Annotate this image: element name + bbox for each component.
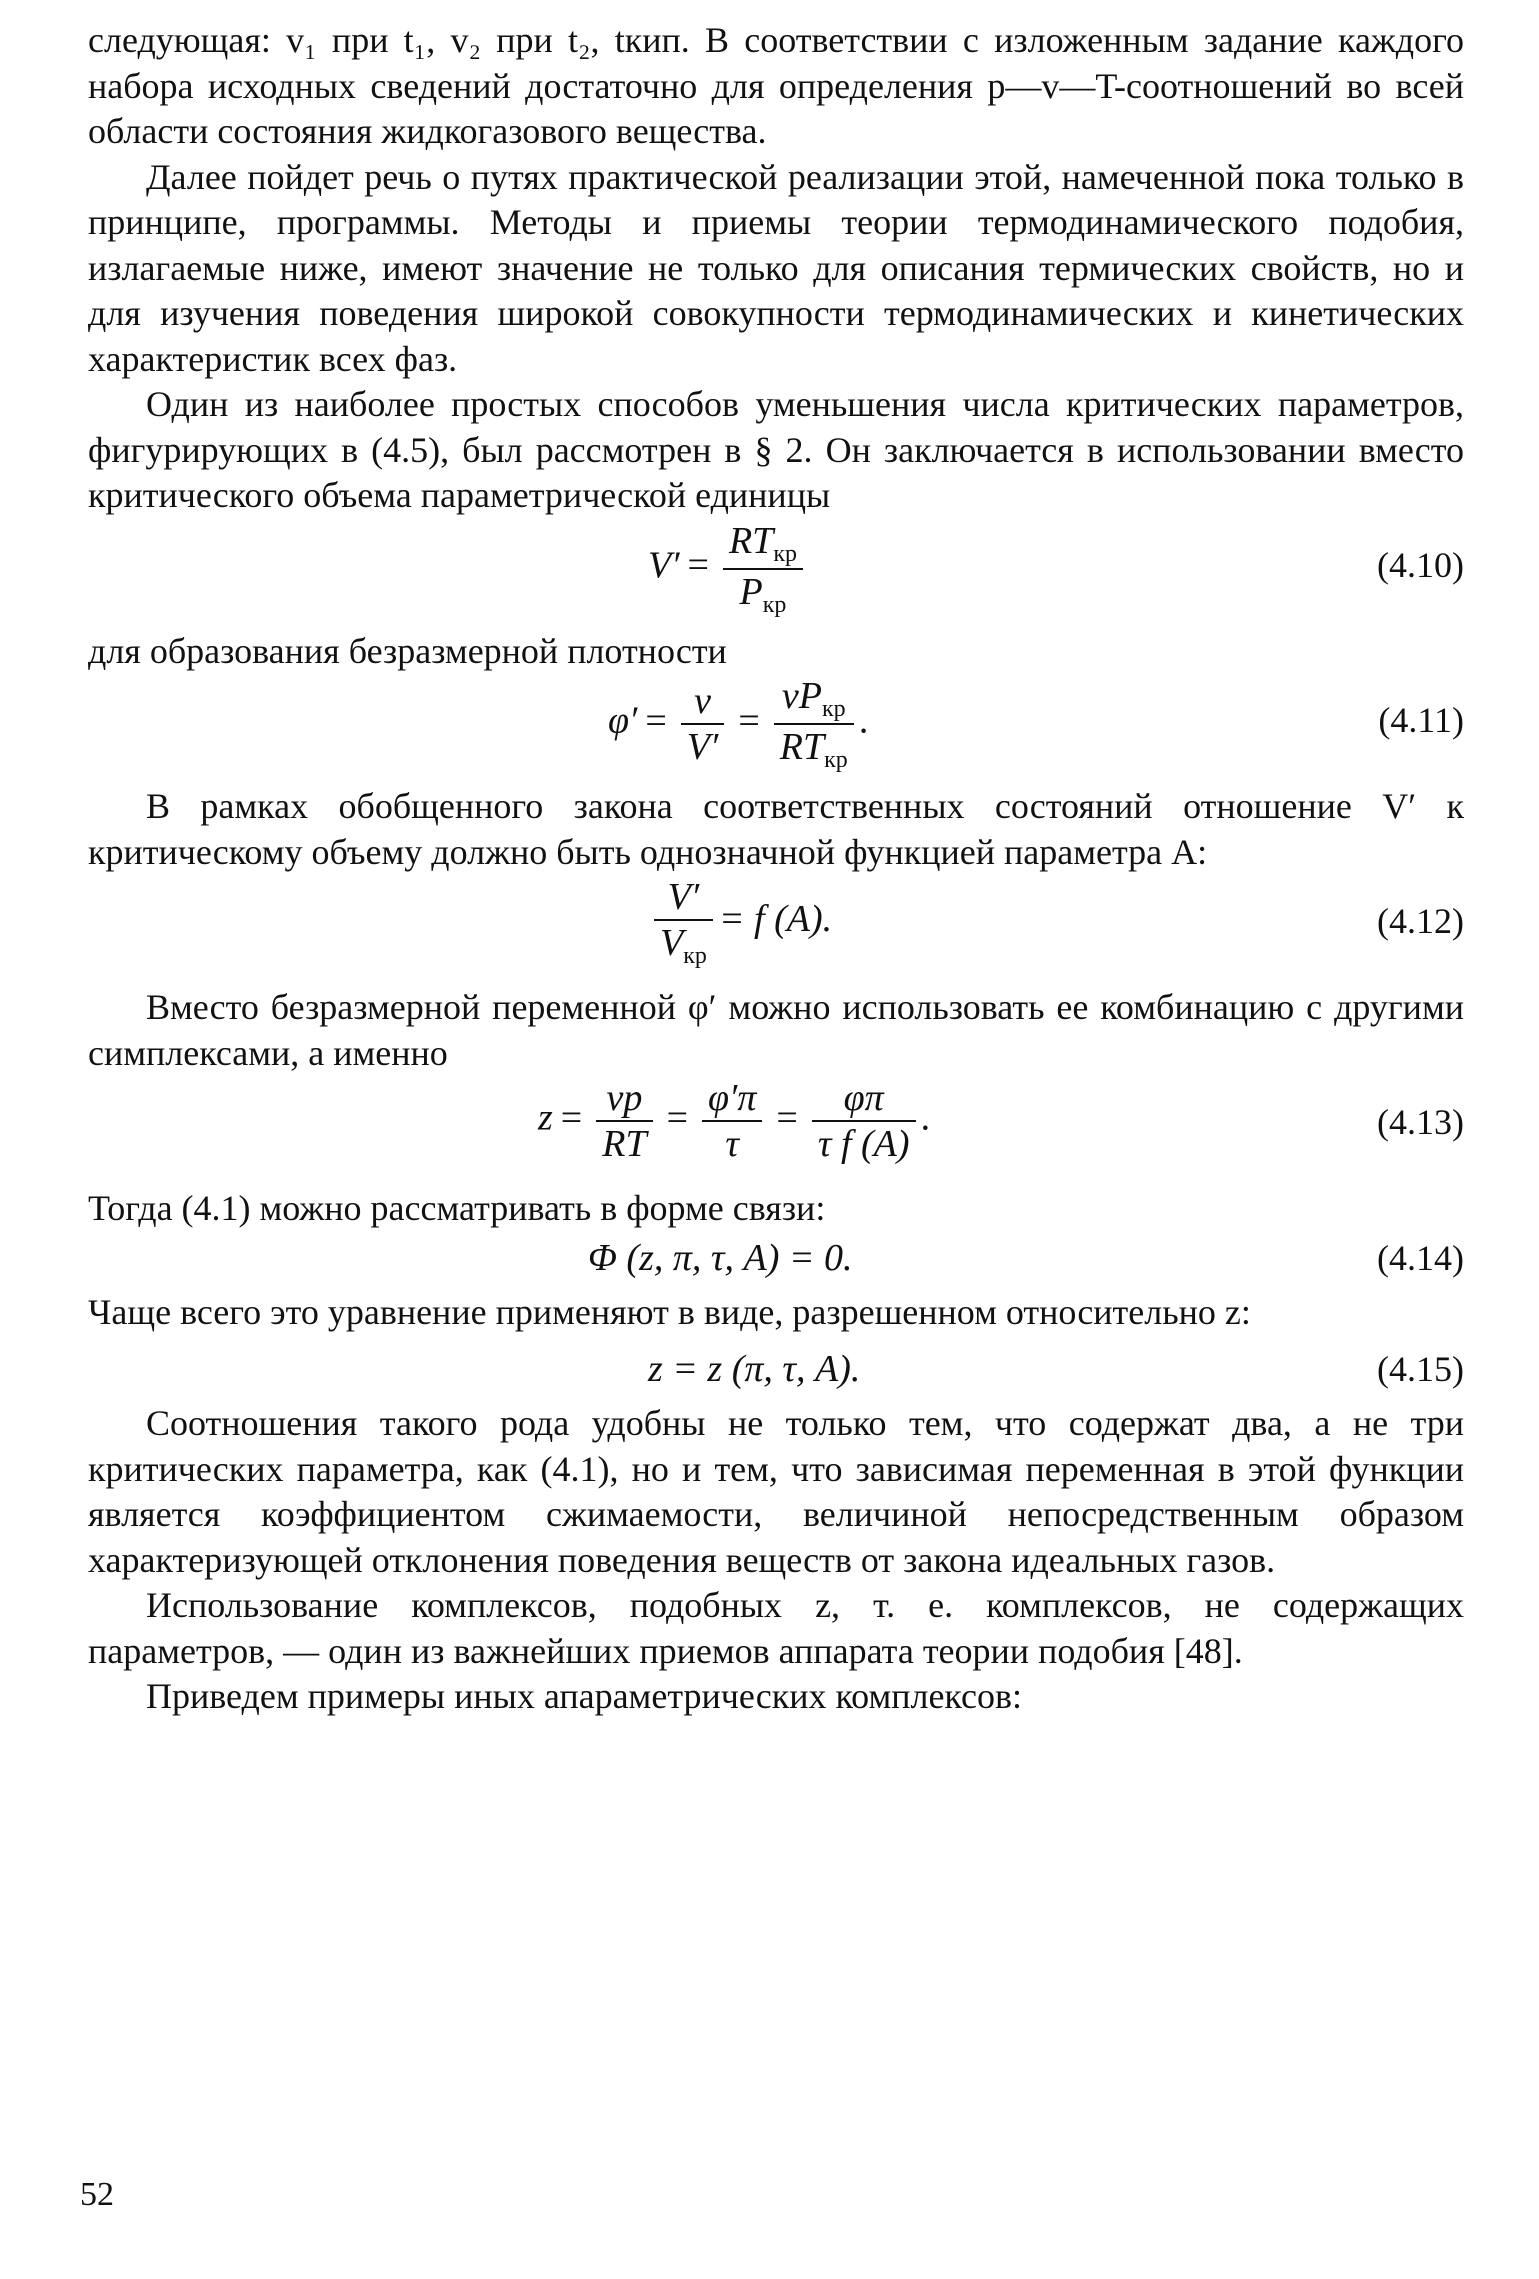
paragraph-3: Один из наиболее простых способов уменьшения числа критических параметров, фигурирующих в (4.5), был рассмотрен в § 2. Он заключается в использовании вместо критического объема параметрической единицы <box>88 384 1464 515</box>
paragraph-5: В рамках обобщенного закона соответственных состояний отношение V′ к критическому объему должно быть однозначной функцией параметра A: <box>88 786 1464 872</box>
eq-4-13-numerator-3: φπ <box>843 1077 884 1119</box>
eq-4-13-numerator-2: φ′π <box>708 1077 757 1119</box>
eq-4-13-denominator-3: τ f (A) <box>812 1120 916 1166</box>
paragraph-9: Соотношения такого рода удобны не только тем, что содержат два, а не три критических параметра, как (4.1), но и тем, что зависимая переменная в этой функции является коэффициентом сжимаемости, величиной непосредственным образом характеризующей отклонения поведения веществ от закона идеальных газов. <box>88 1403 1464 1580</box>
equation-4-11 <box>88 674 1464 784</box>
eq-4-13-number: (4.13) <box>1377 1102 1464 1142</box>
eq-4-10-denominator: P <box>739 570 763 613</box>
eq-4-11-numerator-2-sub: кр <box>821 696 846 722</box>
eq-4-12-denominator-sub: кр <box>683 943 707 969</box>
eq-4-11-numerator-2: vP <box>781 675 822 717</box>
eq-4-13-equals-3: = <box>776 1096 798 1139</box>
paragraph-11: Приведем примеры иных апараметрических комплексов: <box>146 1676 1023 1716</box>
paragraph-6: Вместо безразмерной переменной φ′ можно использовать ее комбинацию с другими симплексами, а именно <box>88 987 1464 1073</box>
eq-4-11-lhs: φ′ <box>608 699 638 742</box>
eq-4-13-numerator-1: vp <box>606 1077 643 1119</box>
eq-4-14-expression: Φ (z, π, τ, A) = 0. <box>588 1236 853 1279</box>
eq-4-11-equals-2: = <box>738 699 760 742</box>
eq-4-13-fraction-1 <box>596 1076 652 1166</box>
eq-4-11-fraction-1 <box>681 679 725 769</box>
eq-4-12-number: (4.12) <box>1377 901 1464 941</box>
eq-4-13-tail: . <box>921 1096 932 1139</box>
eq-4-10-fraction <box>723 519 803 619</box>
eq-4-11-denominator-1: V′ <box>681 723 725 769</box>
eq-4-13-lhs: z <box>538 1096 553 1139</box>
eq-4-11-denominator-2: RT <box>779 726 825 768</box>
equation-4-15 <box>88 1335 1464 1401</box>
eq-4-10-number: (4.10) <box>1377 544 1464 585</box>
equation-4-14 <box>88 1232 1464 1290</box>
paragraph-10: Использование комплексов, подобных z, т. е. комплексов, не содержащих параметров, — один из важнейших приемов аппарата теории подобия [48]. <box>88 1585 1464 1671</box>
eq-4-13-fraction-3 <box>812 1076 916 1166</box>
equation-4-10 <box>88 519 1464 629</box>
page-number: 52 <box>80 2176 114 2213</box>
eq-4-10-equals: = <box>687 544 709 587</box>
eq-4-14-number: (4.14) <box>1377 1237 1464 1278</box>
eq-4-13-denominator-2: τ <box>702 1120 762 1166</box>
eq-4-13-fraction-2 <box>702 1076 762 1166</box>
eq-4-15-expression: z = z (π, τ, A). <box>648 1348 861 1390</box>
eq-4-11-equals: = <box>645 699 667 742</box>
eq-4-11-tail: . <box>859 699 870 742</box>
eq-4-15-number: (4.15) <box>1377 1349 1464 1389</box>
eq-4-10-numerator-sub: кр <box>773 540 797 567</box>
eq-4-11-number: (4.11) <box>1378 700 1464 740</box>
eq-4-11-numerator-1: v <box>694 680 711 722</box>
eq-4-11-fraction-2 <box>774 674 854 774</box>
paragraph-1: следующая: v₁ при t₁, v₂ при t₂, tкип. В соответствии с изложенным задание каждого набора исходных сведений достаточно для определения p—v—T-соотношений во всей области состояния жидкогазового вещества. <box>88 20 1464 151</box>
eq-4-10-lhs: V′ <box>648 544 680 587</box>
eq-4-10-numerator: RT <box>728 519 774 562</box>
paragraph-7: Тогда (4.1) можно рассматривать в форме связи: <box>88 1188 826 1228</box>
eq-4-12-rhs: = f (A). <box>718 898 833 941</box>
eq-4-10-denominator-sub: кр <box>762 591 787 618</box>
eq-4-12-fraction <box>654 875 713 970</box>
equation-4-12 <box>88 875 1464 985</box>
paragraph-4: для образования безразмерной плотности <box>88 630 727 671</box>
eq-4-12-numerator: V′ <box>667 876 700 918</box>
eq-4-12-denominator: V <box>660 922 684 964</box>
eq-4-13-equals-2: = <box>666 1096 689 1139</box>
paragraph-2: Далее пойдет речь о путях практической реализации этой, намеченной пока только в принципе, программы. Методы и приемы теории термодинамического подобия, излагаемые ниже, имеют значение не только для описания термических свойств, но и для изучения поведения широкой совокупности термодинамических и кинетических характеристик всех фаз. <box>88 156 1464 379</box>
paragraph-8: Чаще всего это уравнение применяют в виде, разрешенном относительно z: <box>88 1291 1251 1332</box>
equation-4-13 <box>88 1076 1464 1186</box>
eq-4-13-equals: = <box>560 1096 583 1139</box>
eq-4-11-denominator-2-sub: кр <box>824 747 848 773</box>
page-body <box>88 18 1464 1720</box>
eq-4-13-denominator-1: RT <box>596 1120 652 1166</box>
